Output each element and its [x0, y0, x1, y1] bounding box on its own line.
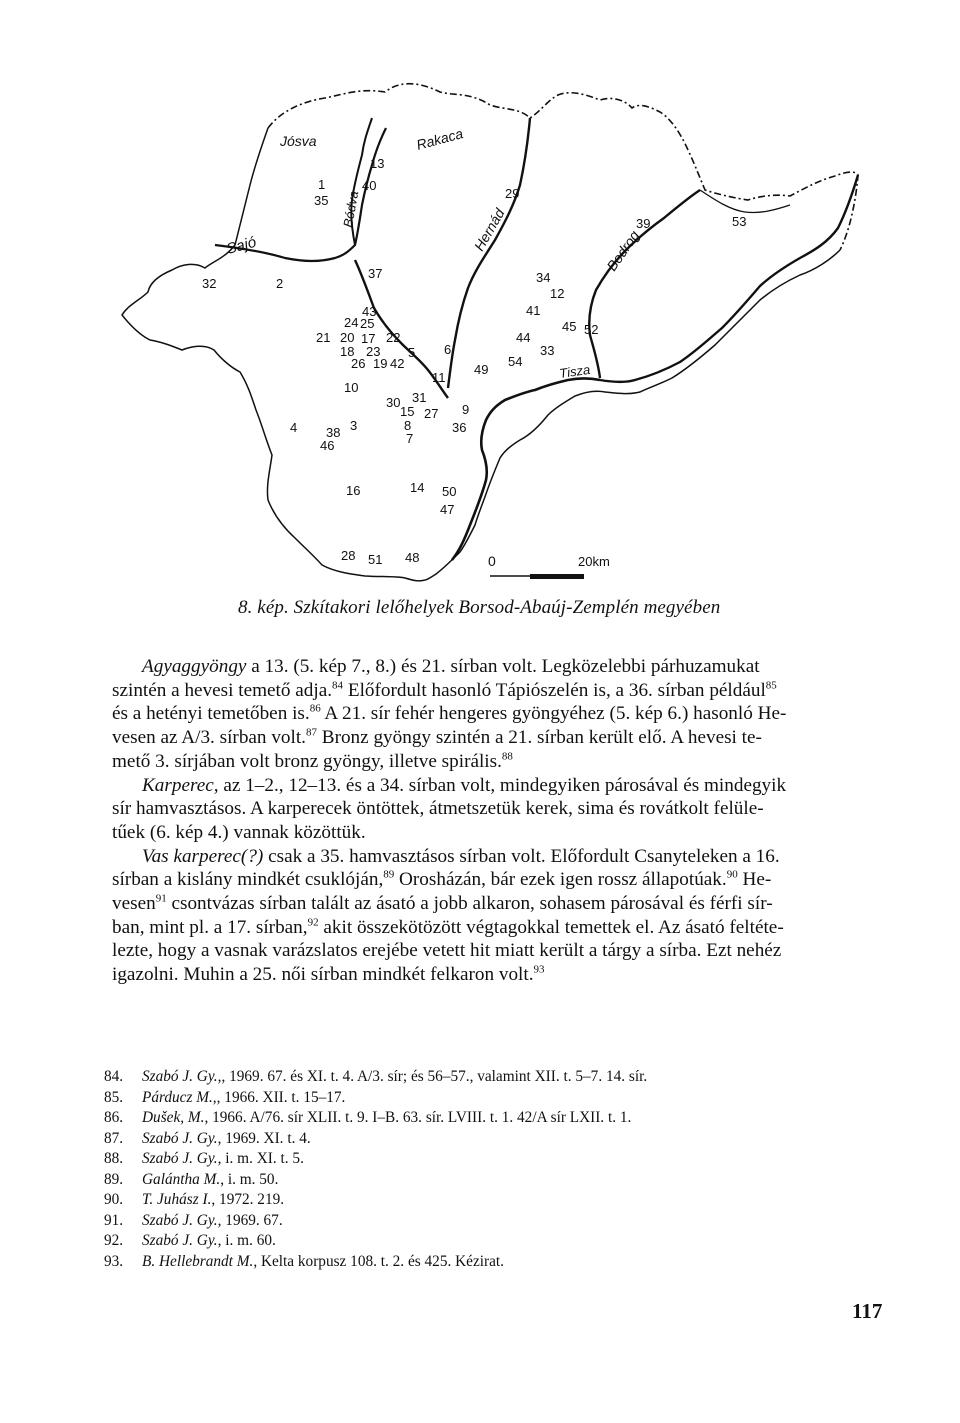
- site-15: 15: [400, 404, 415, 419]
- site-45: 45: [562, 319, 577, 334]
- site-9: 9: [462, 402, 470, 417]
- site-41: 41: [526, 303, 541, 318]
- text-span: igazolni. Muhin a 25. női sírban mindkét felkaron volt.: [112, 964, 534, 986]
- footnote-ref-91: 91: [155, 892, 167, 905]
- text-span: csontvázas sírban talált az ásató a jobb alkaron, sohasem párosával és férfi sír-: [166, 893, 773, 915]
- text-span: a 13. (5. kép 7., 8.) és 21. sírban volt. Legközelebbi párhuzamukat: [246, 656, 760, 677]
- footnote-ref-84: 84: [332, 679, 344, 692]
- text-span: szintén a hevesi temető adja.: [112, 679, 333, 701]
- text-span: Előfordult hasonló Tápiószelén is, a 36. sírban például: [343, 679, 766, 701]
- footnote-text: , Kelta korpusz 108. t. 2. és 425. Kézirat.: [253, 1252, 504, 1270]
- site-4: 4: [290, 420, 298, 435]
- footnote: [104, 1149, 864, 1170]
- river-hernad: [448, 118, 530, 388]
- site-11: 11: [432, 370, 446, 385]
- site-24: 24: [344, 315, 359, 330]
- scale-bar: [488, 553, 610, 579]
- text-line: tűek (6. kép 4.) vannak közöttük.: [112, 821, 366, 843]
- footnote-text: , 1966. A/76. sír XLII. t. 9. I–B. 63. sír. LVIII. t. 1. 42/A sír LXII. t. 1.: [204, 1109, 632, 1126]
- footnote-author: Szabó J. Gy.: [142, 1232, 218, 1249]
- site-17: 17: [361, 331, 376, 346]
- site-30: 30: [386, 395, 401, 410]
- site-19: 19: [373, 356, 388, 371]
- site-44: 44: [516, 330, 531, 345]
- footnote: [104, 1067, 864, 1088]
- site-2: 2: [276, 276, 284, 291]
- footnote-text: , i. m. XI. t. 5.: [217, 1150, 304, 1167]
- site-16: 16: [346, 483, 361, 498]
- river-label-bodrog: Bodrog: [603, 227, 643, 274]
- site-28: 28: [341, 548, 356, 563]
- river-label-hernad: Hernád: [470, 205, 508, 254]
- footnote-text: , i. m. 60.: [217, 1232, 276, 1249]
- footnote-ref-88: 88: [501, 750, 513, 763]
- footnote-number: 87.: [104, 1129, 124, 1147]
- site-22: 22: [386, 330, 401, 345]
- footnote-ref-93: 93: [533, 963, 545, 976]
- footnote-author: Szabó J. Gy.: [142, 1211, 218, 1229]
- text-span: sírban a kislány mindkét csuklóján,: [112, 869, 384, 891]
- footnote-number: 86.: [104, 1109, 124, 1126]
- text-line: [112, 774, 902, 798]
- river-label-josva: Jósva: [280, 133, 317, 149]
- footnotes: [104, 1067, 864, 1272]
- site-47: 47: [440, 502, 455, 517]
- text-span: Bronz gyöngy szintén a 21. sírban került elő. A hevesi te-: [316, 727, 762, 749]
- text-line: sír hamvasztásos. A karperecek öntöttek, átmetszetük kerek, sima és rovátkolt felüle-: [112, 798, 764, 820]
- footnote-number: 84.: [104, 1068, 124, 1085]
- text-span: Orosházán, bár ezek igen rossz állapotúak.: [394, 869, 727, 891]
- footnote-number: 93.: [104, 1252, 124, 1270]
- river-label-tisza: Tisza: [558, 361, 592, 381]
- site-21: 21: [316, 330, 331, 345]
- site-14: 14: [410, 480, 425, 495]
- term-agyaggyongy: Agyaggyöngy: [142, 656, 247, 677]
- site-6: 6: [444, 342, 452, 357]
- site-37: 37: [368, 266, 383, 281]
- footnote-number: 85.: [104, 1088, 124, 1106]
- footnote-number: 91.: [104, 1211, 124, 1229]
- site-7: 7: [406, 431, 414, 446]
- figure-caption: 8. kép. Szkítakori lelőhelyek Borsod-Abaúj-Zemplén megyében: [238, 597, 721, 618]
- text-line: [112, 702, 902, 726]
- text-line: [112, 892, 902, 916]
- text-span: akit összekötözött végtagokkal temettek el. Az ásató feltéte-: [318, 916, 784, 938]
- text-span: ban, mint pl. a 17. sírban,: [112, 916, 308, 938]
- footnote-author: Dušek, M.: [142, 1109, 205, 1126]
- footnote-text: , 1969. XI. t. 4.: [217, 1129, 311, 1147]
- scale-end-label: 20km: [578, 554, 610, 569]
- footnote-text: , i. m. 50.: [220, 1170, 279, 1188]
- footnote-ref-89: 89: [383, 868, 395, 881]
- text-line: [112, 655, 902, 679]
- site-23: 23: [366, 344, 381, 359]
- body-text: [112, 655, 902, 987]
- footnote-text: , 1966. XII. t. 15–17.: [216, 1088, 346, 1106]
- text-span: mető 3. sírjában volt bronz gyöngy, illetve spirális.: [112, 750, 502, 772]
- footnote-author: Szabó J. Gy.: [142, 1129, 218, 1147]
- text-span: az 1–2., 12–13. és a 34. sírban volt, mindegyiken párosával és mindegyik: [218, 774, 787, 796]
- footnote-number: 90.: [104, 1191, 124, 1208]
- site-46: 46: [320, 438, 335, 453]
- site-42: 42: [390, 356, 405, 371]
- site-50: 50: [442, 484, 457, 499]
- text-line: lezte, hogy a vasnak varázslatos erejébe vetett hit miatt került a tárgy a sírba. Ezt nehéz: [112, 940, 782, 962]
- site-27: 27: [424, 406, 439, 421]
- text-line: [112, 726, 902, 750]
- site-31: 31: [412, 390, 427, 405]
- text-line: [112, 963, 902, 987]
- page-number: 117: [852, 1299, 883, 1323]
- text-span: vesen: [112, 893, 156, 915]
- scale-zero-label: 0: [488, 553, 496, 569]
- site-10: 10: [344, 380, 359, 395]
- footnote-author: Galántha M.: [142, 1170, 221, 1188]
- river-small-northeast: [700, 190, 790, 213]
- site-12: 12: [550, 286, 565, 301]
- footnote: [104, 1252, 864, 1273]
- footnote-author: Párducz M.,: [142, 1088, 217, 1106]
- river-label-bodva: Bódva: [340, 189, 362, 229]
- site-36: 36: [452, 420, 467, 435]
- river-tisza: [452, 379, 600, 561]
- site-26: 26: [351, 356, 366, 371]
- text-span: He-: [737, 869, 772, 891]
- footnote-number: 89.: [104, 1170, 124, 1188]
- site-29: 29: [505, 186, 520, 201]
- footnote: [104, 1129, 864, 1150]
- text-line: [112, 916, 902, 940]
- river-label-sajo: Sajó: [224, 233, 259, 258]
- text-line: [112, 679, 902, 703]
- footnote-ref-85: 85: [765, 679, 777, 692]
- footnote-ref-92: 92: [307, 916, 319, 929]
- text-span: A 21. sír fehér hengeres gyöngyéhez (5. kép 6.) hasonló He-: [320, 703, 787, 725]
- footnote-author: B. Hellebrandt M.: [142, 1252, 254, 1270]
- text-line: [112, 750, 902, 774]
- site-3: 3: [350, 418, 358, 433]
- text-span: csak a 35. hamvasztásos sírban volt. Előfordult Csanyteleken a 16.: [263, 845, 780, 867]
- text-line: [112, 845, 902, 869]
- footnote-number: 88.: [104, 1150, 124, 1167]
- footnote-text: , 1969. 67. és XI. t. 4. A/3. sír; és 56–57., valamint XII. t. 5–7. 14. sír.: [221, 1068, 648, 1085]
- text-line: [112, 868, 902, 892]
- site-35: 35: [314, 193, 329, 208]
- footnote: [104, 1211, 864, 1232]
- county-border-east: [425, 250, 840, 580]
- footnote: [104, 1088, 864, 1109]
- county-map-figure: [0, 0, 960, 600]
- footnote: [104, 1231, 864, 1252]
- text-span: vesen az A/3. sírban volt.: [112, 727, 306, 749]
- footnote: [104, 1108, 864, 1129]
- footnote-ref-87: 87: [305, 726, 317, 739]
- footnote-ref-86: 86: [309, 703, 321, 716]
- river-label-rakaca: Rakaca: [414, 125, 465, 153]
- site-39: 39: [636, 216, 651, 231]
- site-49: 49: [474, 362, 489, 377]
- footnote-ref-90: 90: [726, 868, 738, 881]
- site-54: 54: [508, 354, 523, 369]
- site-33: 33: [540, 343, 555, 358]
- site-51: 51: [368, 552, 383, 567]
- site-8: 8: [404, 418, 412, 433]
- river-east-border: [600, 175, 858, 382]
- site-5: 5: [408, 345, 416, 360]
- site-40: 40: [362, 178, 377, 193]
- footnote-text: , 1969. 67.: [217, 1211, 283, 1229]
- footnote: [104, 1190, 864, 1211]
- site-32: 32: [202, 276, 217, 291]
- site-20: 20: [340, 330, 355, 345]
- footnote-author: Szabó J. Gy.,: [142, 1068, 222, 1085]
- site-52: 52: [584, 322, 599, 337]
- footnote: [104, 1170, 864, 1191]
- footnote-text: , 1972. 219.: [211, 1191, 285, 1208]
- footnote-author: T. Juhász I.: [142, 1191, 212, 1208]
- site-34: 34: [536, 270, 551, 285]
- term-vas-karperec: Vas karperec(?): [142, 845, 264, 867]
- term-karperec: Karperec,: [142, 774, 219, 796]
- footnote-author: Szabó J. Gy.: [142, 1150, 218, 1167]
- county-border: [268, 84, 858, 250]
- text-span: és a hetényi temetőben is.: [112, 703, 310, 725]
- site-53: 53: [732, 214, 747, 229]
- site-43: 43: [362, 304, 377, 319]
- site-48: 48: [405, 550, 420, 565]
- site-25: 25: [360, 316, 375, 331]
- site-1: 1: [318, 177, 326, 192]
- site-38-west: 38: [326, 425, 341, 440]
- site-13: 13: [370, 156, 385, 171]
- site-18: 18: [340, 344, 355, 359]
- footnote-number: 92.: [104, 1232, 124, 1249]
